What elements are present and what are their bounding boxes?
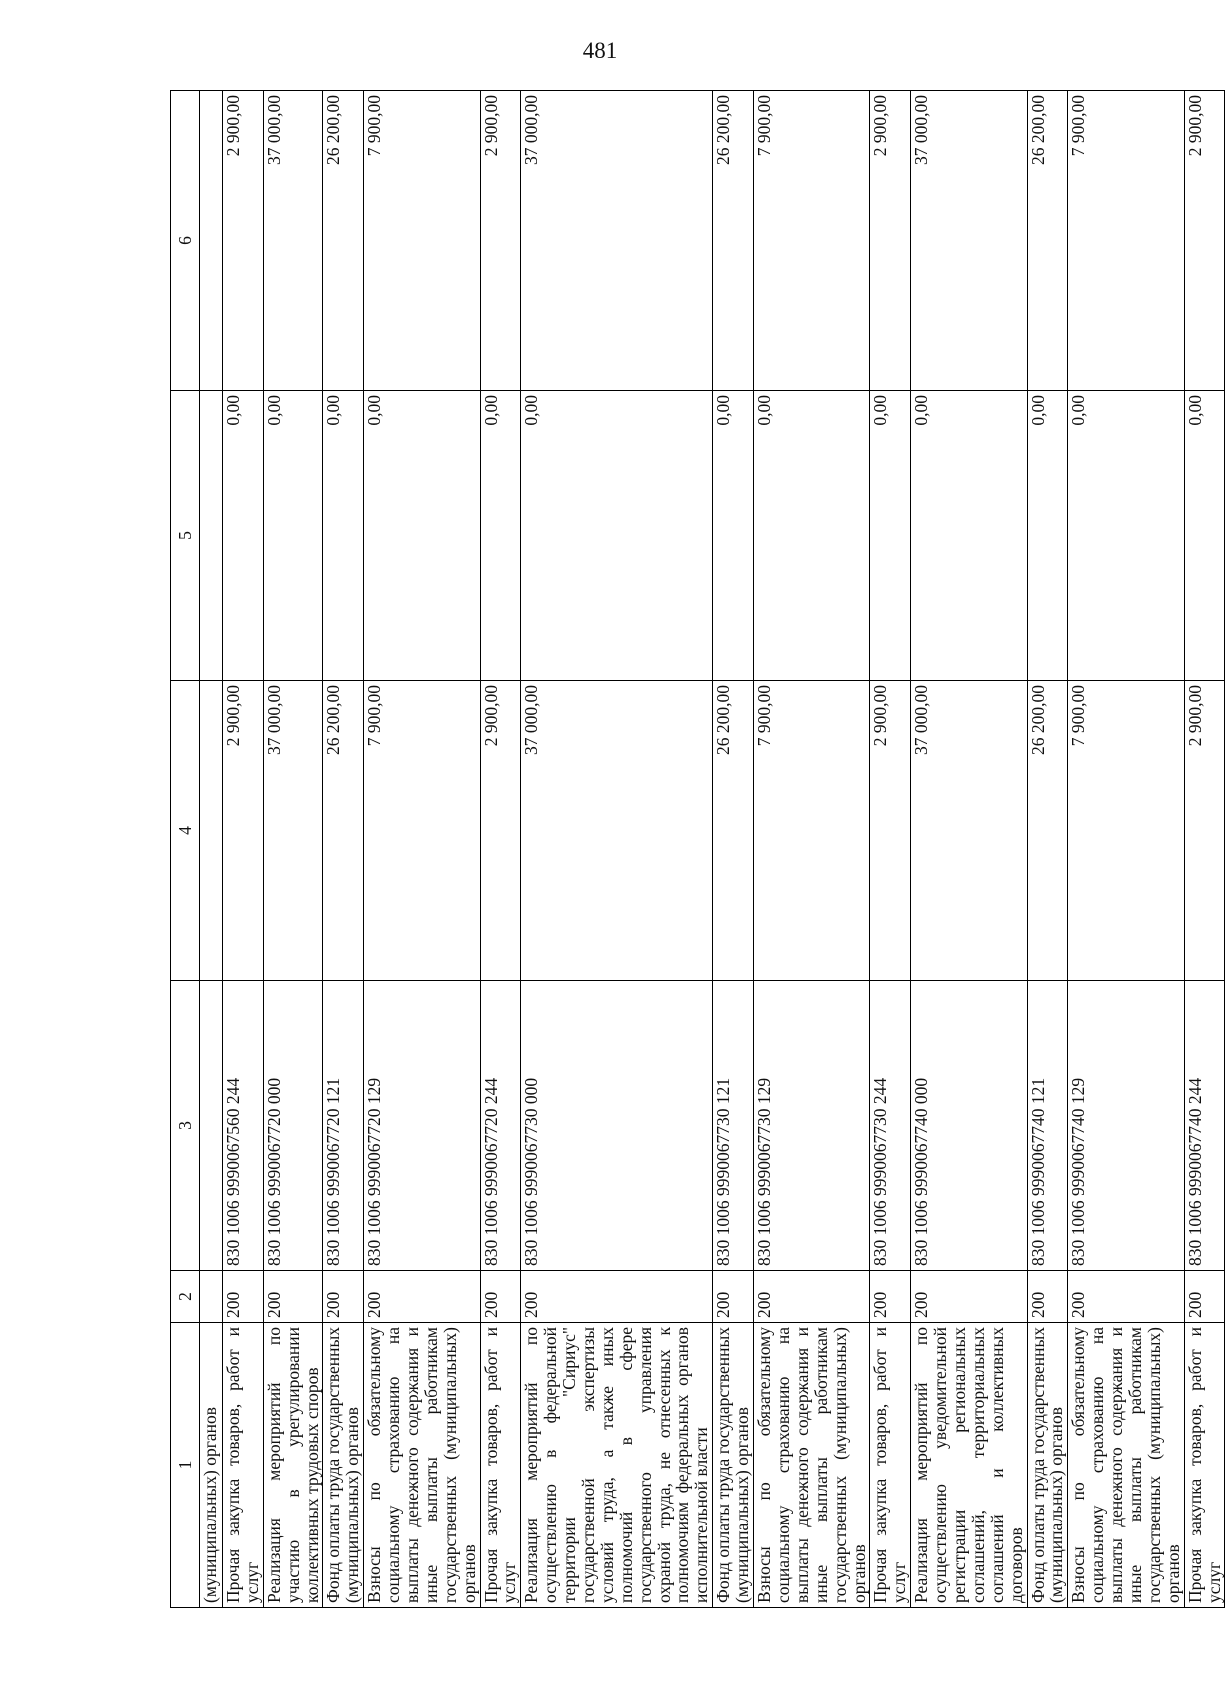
cell-value-5: 0,00 [521,391,713,681]
cell-value-5: 0,00 [223,391,264,681]
cell-value-6: 37 000,00 [521,91,713,391]
cell-value-5: 0,00 [713,391,754,681]
cell-name: Фонд оплаты труда государственных (муниципальных) органов [713,1323,754,1608]
cell-value-6: 7 900,00 [364,91,480,391]
cell-value-6: 37 000,00 [911,91,1027,391]
cell-value-4: 2 900,00 [480,681,521,981]
cell-name: Реализация мероприятий по осуществлению уведомительной регистрации региональных соглашений, территориальных соглашений и коллективных договоров [911,1323,1027,1608]
cell-code: 200 [323,1271,364,1323]
cell-value-6: 2 900,00 [1184,91,1225,391]
cell-value-6: 7 900,00 [754,91,870,391]
cell-name: Взносы по обязательному социальному страхованию на выплаты денежного содержания и иные выплаты работникам государственных (муниципальных) органов [364,1323,480,1608]
cell-budget-code: 830 1006 9990067720 000 [263,981,323,1271]
cell-name: Фонд оплаты труда государственных (муниципальных) органов [1027,1323,1068,1608]
cell-name: Реализация мероприятий по участию в урегулировании коллективных трудовых споров [263,1323,323,1608]
cell-value-5: 0,00 [480,391,521,681]
cell-budget-code: 830 1006 9990067720 121 [323,981,364,1271]
table-row [263,91,323,1608]
cell-value-5: 0,00 [1184,391,1225,681]
table-row [713,91,754,1608]
cell-budget-code: 830 1006 9990067730 129 [754,981,870,1271]
cell-value-4: 26 200,00 [1027,681,1068,981]
header-col-2: 2 [171,1271,200,1323]
cell-value-6: 2 900,00 [870,91,911,391]
cell-budget-code: 830 1006 9990067730 000 [521,981,713,1271]
cell-code: 200 [364,1271,480,1323]
cell-value-4: 2 900,00 [870,681,911,981]
table-row [521,91,713,1608]
cell-value-4: 37 000,00 [263,681,323,981]
cell-value-6: 26 200,00 [323,91,364,391]
cell-name: Взносы по обязательному социальному страхованию на выплаты денежного содержания и иные выплаты работникам государственных (муниципальных) органов [1068,1323,1184,1608]
table-row [1184,91,1225,1608]
cell-code: 200 [480,1271,521,1323]
cell-value-5: 0,00 [364,391,480,681]
cell-value-6: 2 900,00 [223,91,264,391]
table-row [754,91,870,1608]
cell-name: Прочая закупка товаров, работ и услуг [223,1323,264,1608]
cell-budget-code: 830 1006 9990067730 121 [713,981,754,1271]
table-row [870,91,911,1608]
cell-code: 200 [754,1271,870,1323]
table-row [200,91,223,1608]
cell-value-5: 0,00 [754,391,870,681]
cell-budget-code: 830 1006 9990067740 121 [1027,981,1068,1271]
cell-value-4: 7 900,00 [364,681,480,981]
cell-value-4: 2 900,00 [1184,681,1225,981]
cell-budget-code: 830 1006 9990067560 244 [223,981,264,1271]
budget-table [170,90,1225,1608]
cell-name: Прочая закупка товаров, работ и услуг [1184,1323,1225,1608]
cell-code: 200 [1068,1271,1184,1323]
table-row [364,91,480,1608]
cell-name: (муниципальных) органов [200,1323,223,1608]
cell-name: Реализация мероприятий по осуществлению в федеральной территории "Сириус" государственной экспертизы условий труда, а также иных полномочий в сфере государственного управления охраной труда, не отнесенных к полномочиям федеральных органов исполнительной власти [521,1323,713,1608]
header-col-5: 5 [171,391,200,681]
cell-name: Прочая закупка товаров, работ и услуг [870,1323,911,1608]
cell-value-4: 7 900,00 [1068,681,1184,981]
cell-value-4 [200,681,223,981]
cell-name: Взносы по обязательному социальному страхованию на выплаты денежного содержания и иные выплаты работникам государственных (муниципальных) органов [754,1323,870,1608]
table-header-row [171,91,200,1608]
table-row [480,91,521,1608]
cell-value-4: 37 000,00 [521,681,713,981]
cell-value-6: 2 900,00 [480,91,521,391]
header-col-6: 6 [171,91,200,391]
cell-code: 200 [1027,1271,1068,1323]
cell-budget-code: 830 1006 9990067740 000 [911,981,1027,1271]
header-col-1: 1 [171,1323,200,1608]
cell-code: 200 [263,1271,323,1323]
cell-code [200,1271,223,1323]
table-body [200,91,1225,1608]
cell-budget-code [200,981,223,1271]
cell-code: 200 [521,1271,713,1323]
rotated-table-wrapper [170,91,1224,1608]
table-row [1027,91,1068,1608]
cell-value-5: 0,00 [263,391,323,681]
cell-code: 200 [223,1271,264,1323]
cell-value-4: 37 000,00 [911,681,1027,981]
table-row [1068,91,1184,1608]
cell-value-6 [200,91,223,391]
cell-value-4: 2 900,00 [223,681,264,981]
cell-code: 200 [911,1271,1027,1323]
cell-value-4: 7 900,00 [754,681,870,981]
cell-value-6: 26 200,00 [713,91,754,391]
cell-value-4: 26 200,00 [713,681,754,981]
cell-budget-code: 830 1006 9990067740 244 [1184,981,1225,1271]
page-number: 481 [582,38,618,63]
cell-budget-code: 830 1006 9990067730 244 [870,981,911,1271]
cell-value-5: 0,00 [870,391,911,681]
header-col-4: 4 [171,681,200,981]
cell-budget-code: 830 1006 9990067720 244 [480,981,521,1271]
cell-value-6: 26 200,00 [1027,91,1068,391]
cell-name: Прочая закупка товаров, работ и услуг [480,1323,521,1608]
cell-budget-code: 830 1006 9990067720 129 [364,981,480,1271]
cell-value-5: 0,00 [323,391,364,681]
cell-value-5: 0,00 [911,391,1027,681]
table-row [323,91,364,1608]
cell-name: Фонд оплаты труда государственных (муниципальных) органов [323,1323,364,1608]
cell-value-4: 26 200,00 [323,681,364,981]
cell-value-5: 0,00 [1027,391,1068,681]
cell-value-6: 37 000,00 [263,91,323,391]
table-row [911,91,1027,1608]
header-col-3: 3 [171,981,200,1271]
cell-code: 200 [713,1271,754,1323]
cell-budget-code: 830 1006 9990067740 129 [1068,981,1184,1271]
table-row [223,91,264,1608]
cell-value-5 [200,391,223,681]
cell-code: 200 [1184,1271,1225,1323]
cell-value-5: 0,00 [1068,391,1184,681]
cell-code: 200 [870,1271,911,1323]
cell-value-6: 7 900,00 [1068,91,1184,391]
